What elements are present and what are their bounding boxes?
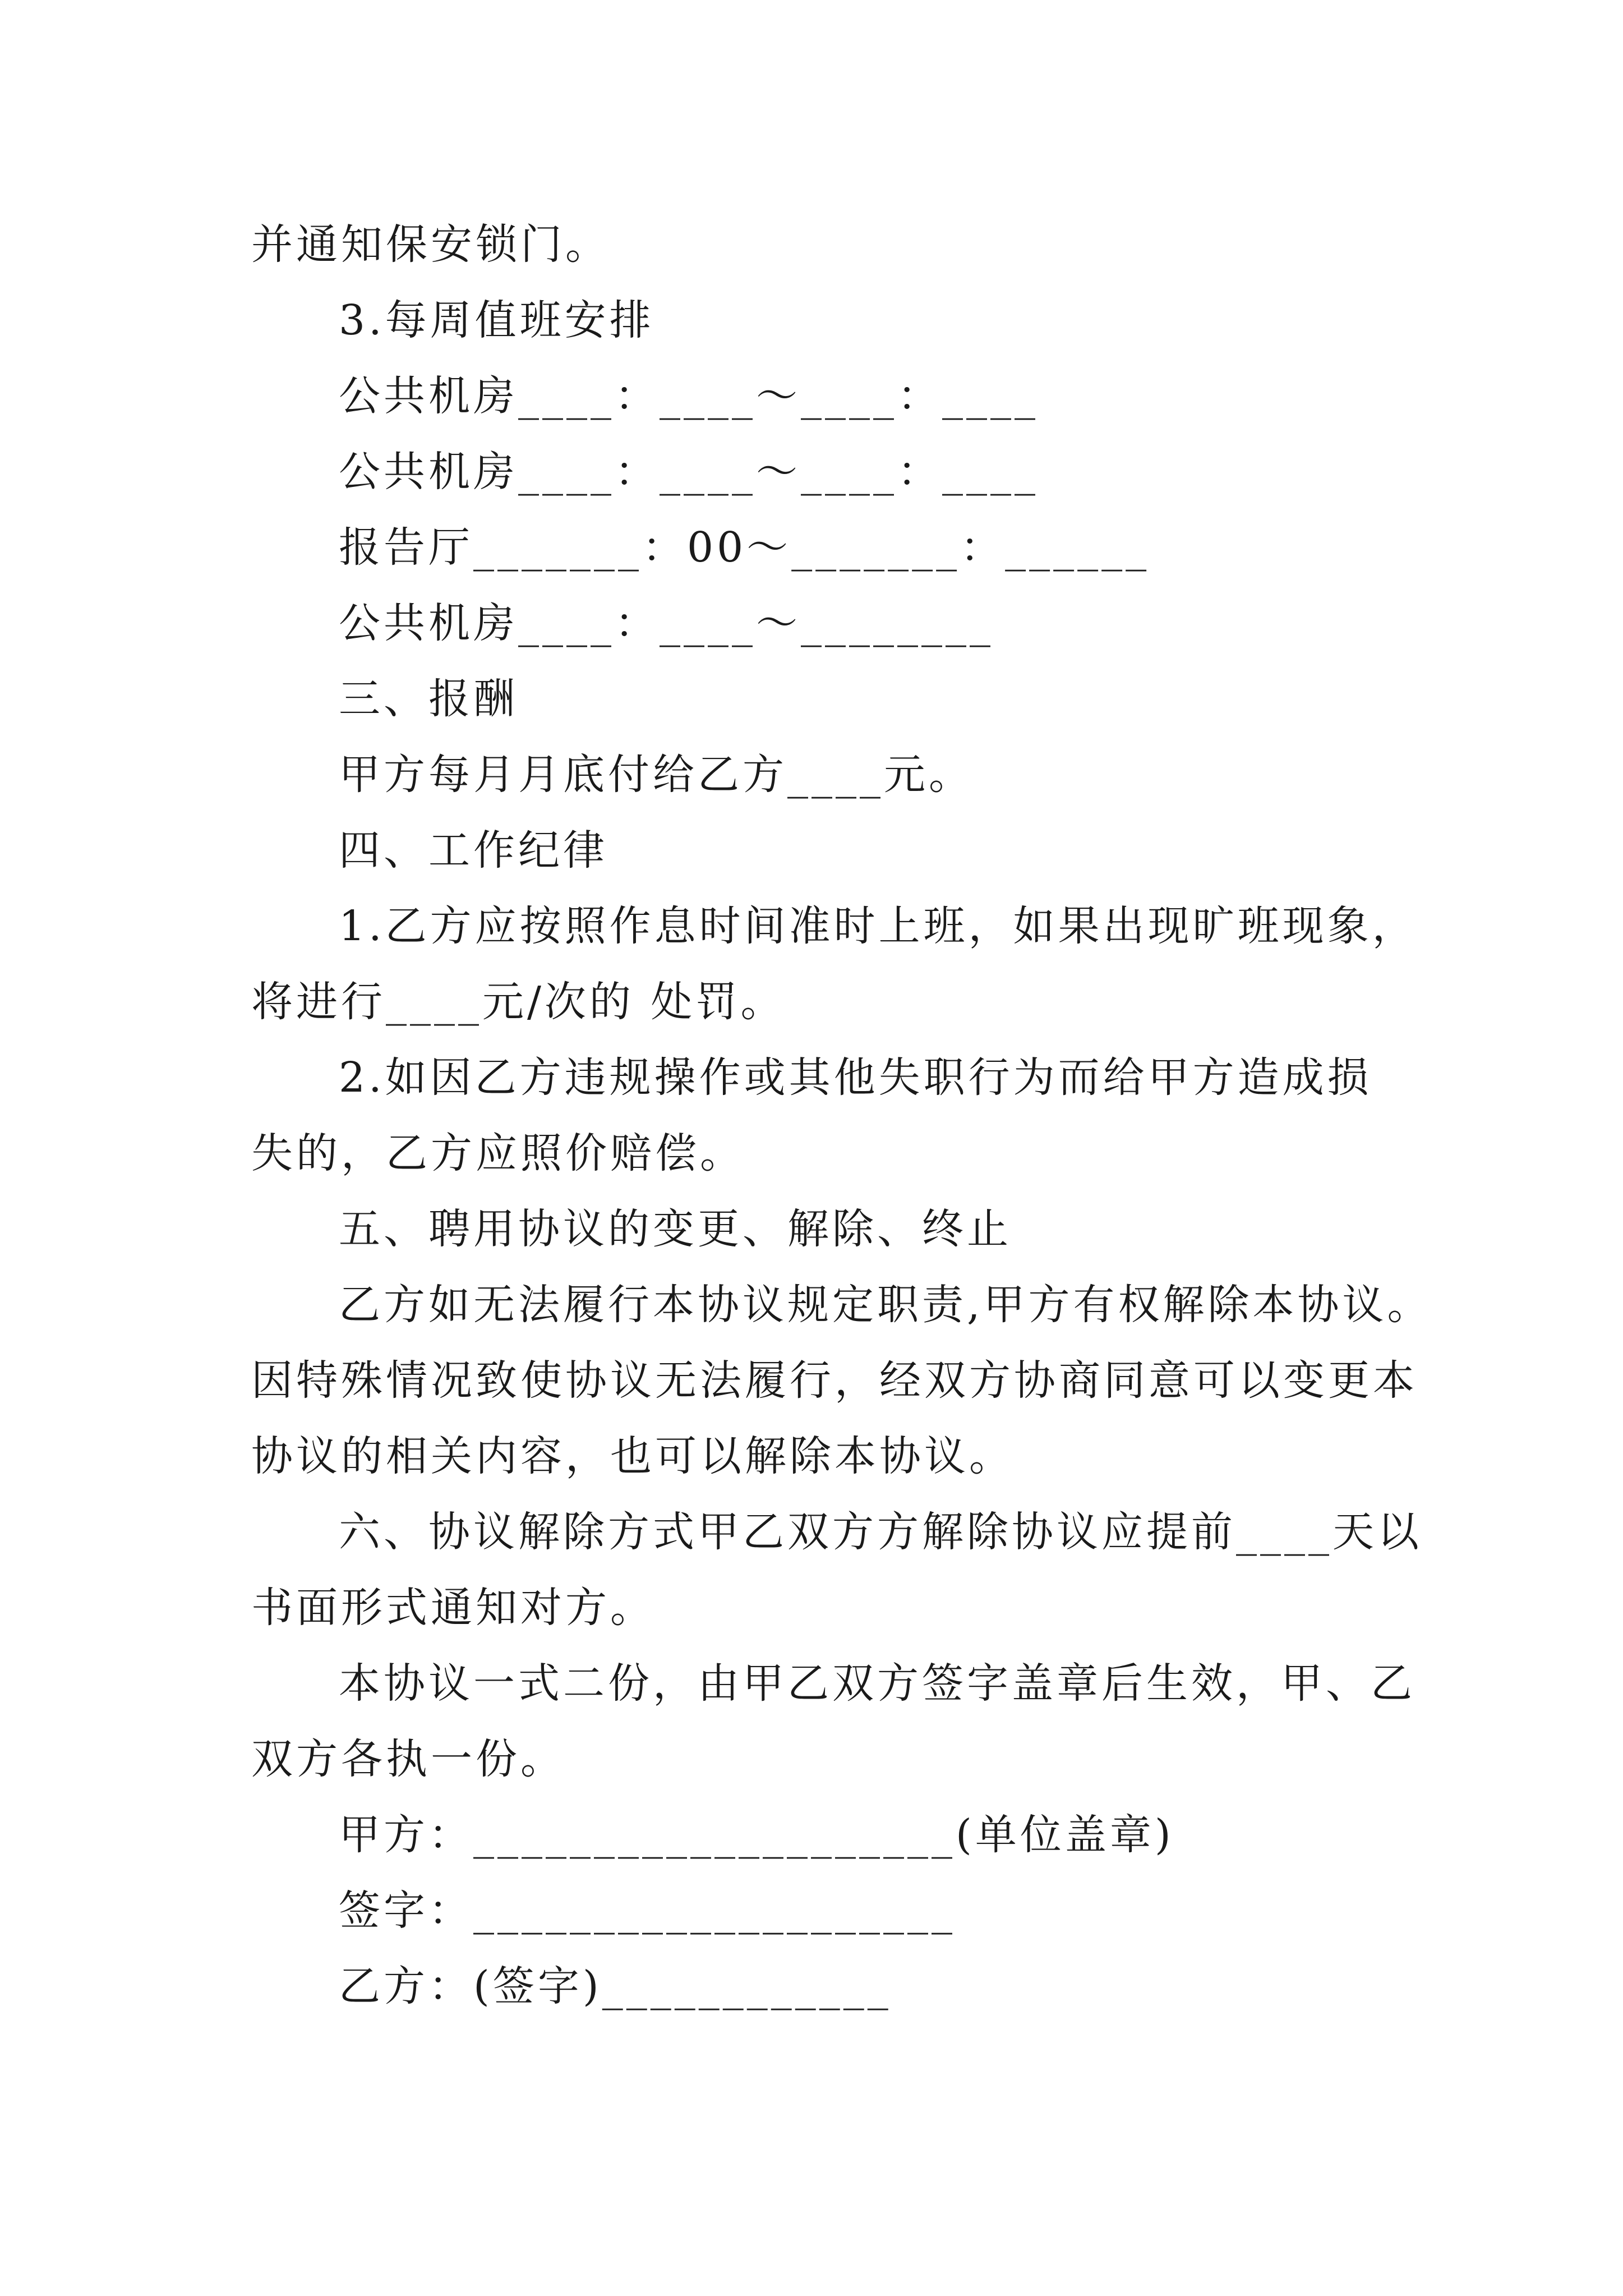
section-heading-changes: 五、聘用协议的变更、解除、终止 [339, 1205, 1012, 1253]
party-a-signature-line: 甲方：____________________(单位盖章) [339, 1811, 1174, 1859]
section-heading-termination: 六、协议解除方式甲乙双方方解除协议应提前____天以 [339, 1508, 1422, 1556]
text-line-5: 报告厅_______：00～_______：______ [339, 523, 1150, 572]
text-line-11: 将进行____元/次的 处罚。 [251, 978, 786, 1026]
text-line-15: 乙方如无法履行本协议规定职责,甲方有权解除本协议。 [339, 1281, 1432, 1329]
text-line-3: 公共机房____：____～____：____ [339, 372, 1039, 420]
text-line-12: 2.如因乙方违规操作或其他失职行为而给甲方造成损 [339, 1053, 1372, 1102]
text-line-16: 因特殊情况致使协议无法履行，经双方协商同意可以变更本 [251, 1356, 1418, 1405]
text-line-8: 甲方每月月底付给乙方____元。 [339, 751, 974, 799]
text-line-4: 公共机房____：____～____：____ [339, 448, 1039, 496]
text-line-21: 双方各执一份。 [251, 1735, 565, 1783]
signature-line: 签字：____________________ [339, 1887, 956, 1935]
text-line-20: 本协议一式二份，由甲乙双方签字盖章后生效，甲、乙 [339, 1659, 1415, 1708]
text-line-17: 协议的相关内容，也可以解除本协议。 [251, 1432, 1014, 1480]
text-line-2: 3.每周值班安排 [339, 296, 654, 344]
text-line-1: 并通知保安锁门。 [251, 220, 610, 269]
text-line-6: 公共机房____：____～________ [339, 599, 994, 647]
text-line-10: 1.乙方应按照作息时间准时上班，如果出现旷班现象， [339, 902, 1417, 950]
text-line-19: 书面形式通知对方。 [251, 1584, 655, 1632]
section-heading-remuneration: 三、报酬 [339, 675, 518, 723]
text-line-13: 失的，乙方应照价赔偿。 [251, 1129, 745, 1177]
party-b-signature-line: 乙方：(签字)____________ [339, 1962, 892, 2010]
section-heading-discipline: 四、工作纪律 [339, 826, 608, 875]
